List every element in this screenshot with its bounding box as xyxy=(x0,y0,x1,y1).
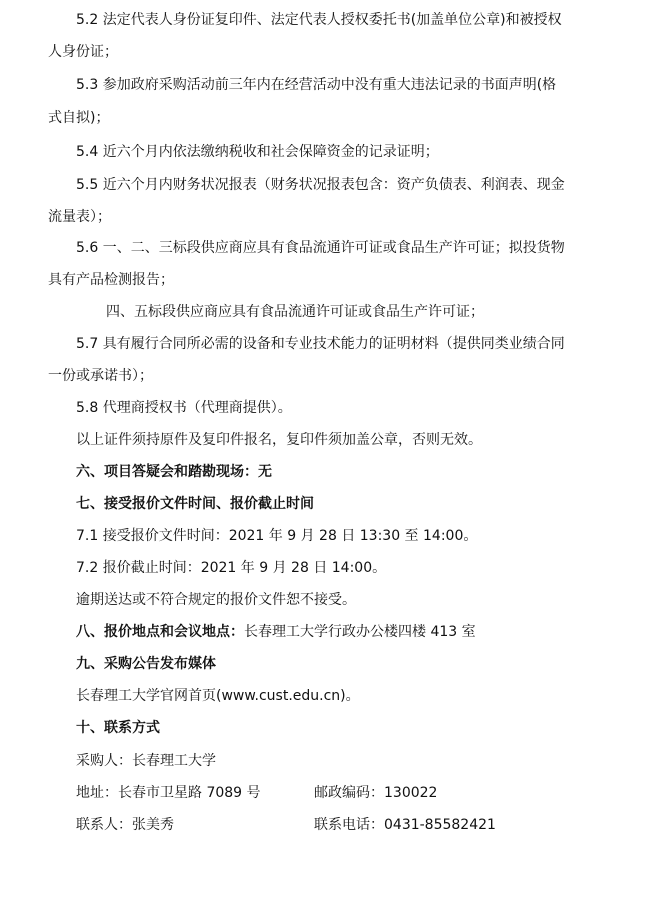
text-line: 一份或承诺书）； xyxy=(48,368,153,384)
section-heading: 八、报价地点和会议地点： xyxy=(76,624,244,640)
text-line: 5.3 参加政府采购活动前三年内在经营活动中没有重大违法记录的书面声明(格 xyxy=(76,77,557,93)
contact-person-text: 联系人：张美秀 xyxy=(76,817,174,833)
section-heading: 九、采购公告发布媒体 xyxy=(76,656,216,672)
section-heading: 六、项目答疑会和踏勘现场：无 xyxy=(76,464,272,480)
text-line: 四、五标段供应商应具有食品流通许可证或食品生产许可证； xyxy=(106,304,484,320)
section-heading: 七、接受报价文件时间、报价截止时间 xyxy=(76,496,314,512)
text-line: 式自拟)； xyxy=(48,110,110,126)
text-line: 人身份证； xyxy=(48,44,118,60)
purchaser-text: 采购人：长春理工大学 xyxy=(76,753,216,769)
text-line: 具有产品检测报告； xyxy=(48,272,174,288)
text-line: 5.5 近六个月内财务状况报表（财务状况报表包含：资产负债表、利润表、现金 xyxy=(76,177,565,193)
text-line: 5.6 一、二、三标段供应商应具有食品流通许可证或食品生产许可证；拟投货物 xyxy=(76,240,565,256)
contact-phone-text: 联系电话：0431-85582421 xyxy=(314,817,496,833)
text-line: 5.4 近六个月内依法缴纳税收和社会保障资金的记录证明； xyxy=(76,144,439,160)
text-line: 5.2 法定代表人身份证复印件、法定代表人授权委托书(加盖单位公章)和被授权 xyxy=(76,12,562,28)
address-row xyxy=(76,783,650,803)
postcode-text: 邮政编码：130022 xyxy=(314,785,438,801)
text-line: 逾期送达或不符合规定的报价文件恕不接受。 xyxy=(76,592,356,608)
text-line: 5.8 代理商授权书（代理商提供）。 xyxy=(76,400,292,416)
text-line: 7.1 接受报价文件时间：2021 年 9 月 28 日 13:30 至 14:00。 xyxy=(76,528,478,544)
text-line: 以上证件须持原件及复印件报名，复印件须加盖公章，否则无效。 xyxy=(76,432,482,448)
website-text: 长春理工大学官网首页(www.cust.edu.cn)。 xyxy=(76,688,360,704)
contact-row xyxy=(76,815,650,835)
location-text: 长春理工大学行政办公楼四楼 413 室 xyxy=(244,624,476,640)
section-heading: 十、联系方式 xyxy=(76,720,160,736)
text-line: 流量表）； xyxy=(48,209,111,225)
address-text: 地址：长春市卫星路 7089 号 xyxy=(76,785,261,801)
text-line: 7.2 报价截止时间：2021 年 9 月 28 日 14:00。 xyxy=(76,560,387,576)
text-line xyxy=(76,622,650,642)
text-line: 5.7 具有履行合同所必需的设备和专业技术能力的证明材料（提供同类业绩合同 xyxy=(76,336,565,352)
